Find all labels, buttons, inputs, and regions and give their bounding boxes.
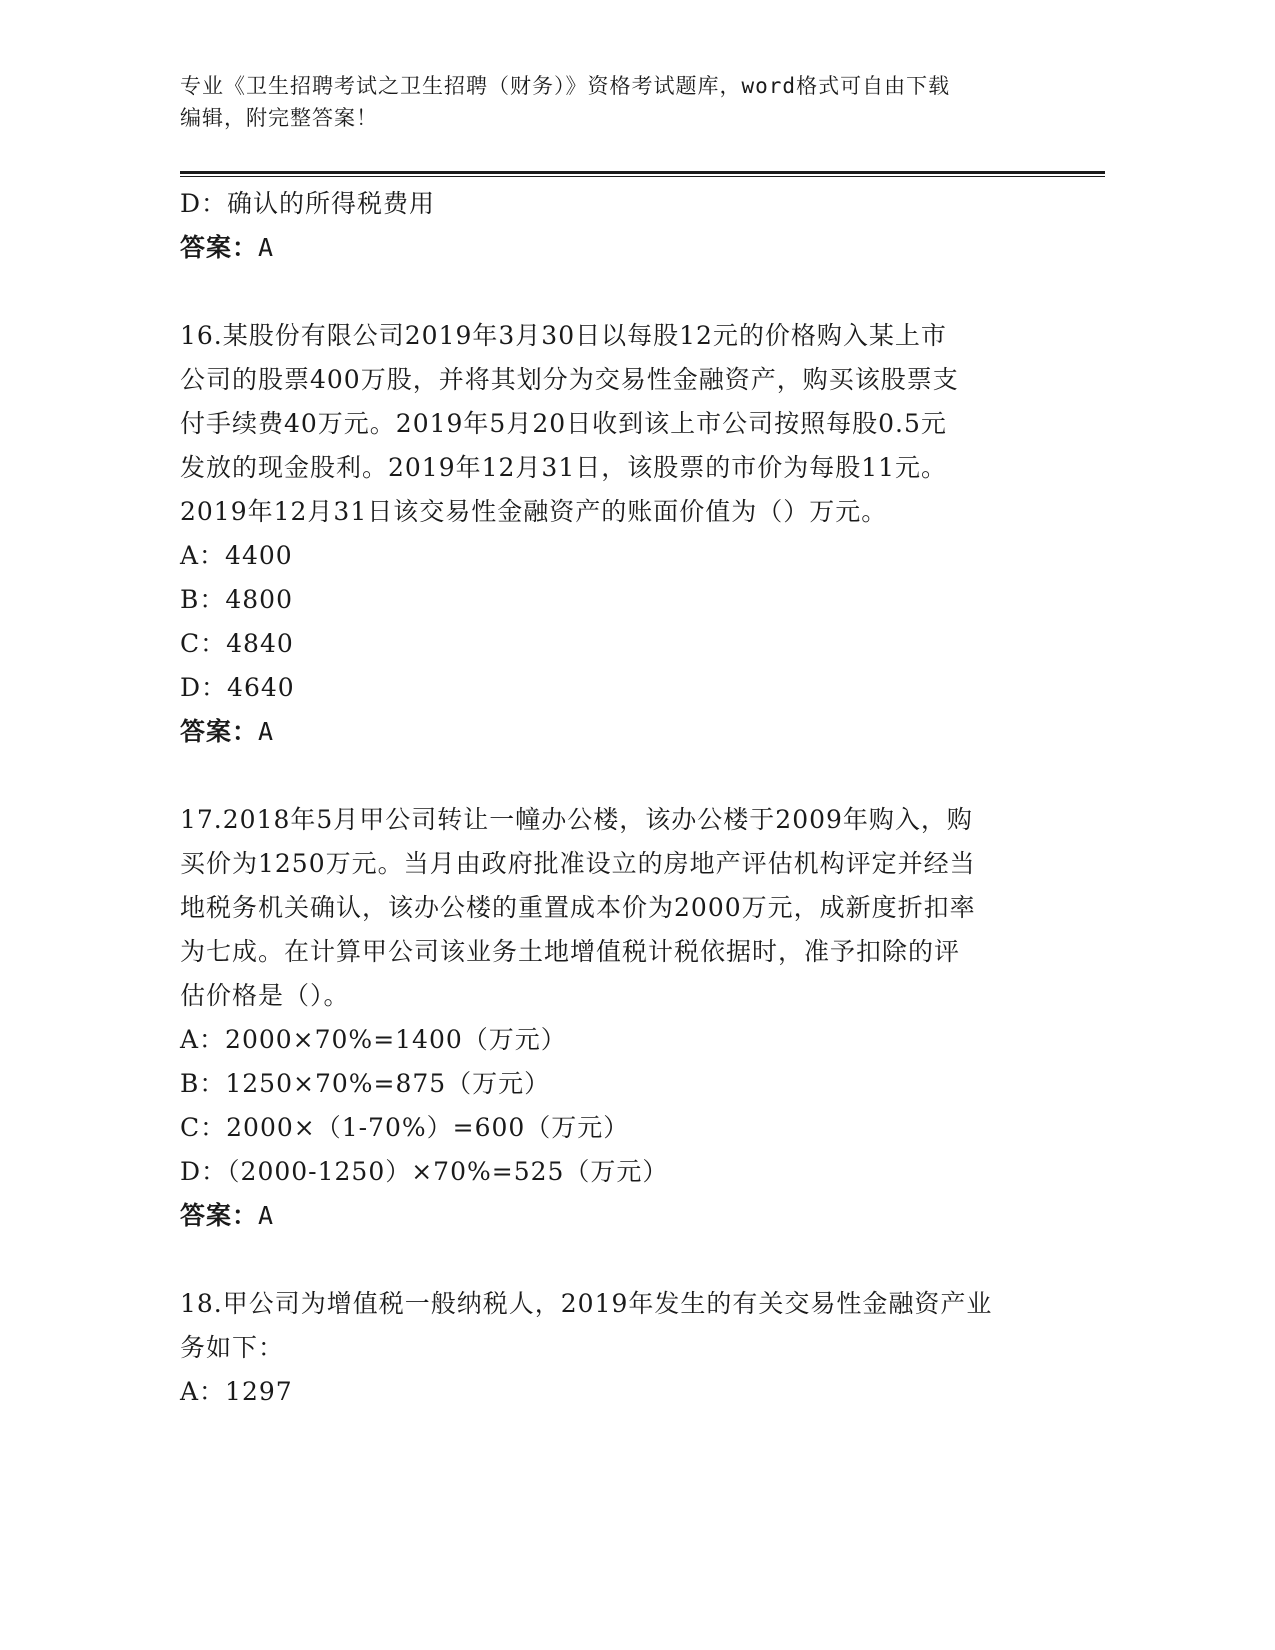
answer-value: A <box>258 717 275 746</box>
answer-label: 答案： <box>180 1201 259 1230</box>
header-line-1: 专业《卫生招聘考试之卫生招聘（财务）》资格考试题库，word格式可自由下载 <box>180 74 951 98</box>
question-17-line-5: 估价格是（）。 <box>180 981 350 1010</box>
question-16-option-c: C：4840 <box>180 629 294 658</box>
answer-label: 答案： <box>180 233 259 262</box>
question-16-line-5: 2019年12月31日该交易性金融资产的账面价值为（）万元。 <box>180 497 888 526</box>
question-17-option-c: C：2000×（1-70%）=600（万元） <box>180 1113 630 1142</box>
question-16 <box>180 314 1040 754</box>
question-16-answer <box>180 710 1040 754</box>
spacer <box>180 270 1040 314</box>
question-17-answer <box>180 1194 1040 1238</box>
question-18-option-a: A：1297 <box>180 1377 293 1406</box>
question-16-option-a: A：4400 <box>180 541 293 570</box>
header-line-2: 编辑，附完整答案！ <box>180 106 378 130</box>
question-17 <box>180 798 1040 1238</box>
header-divider-thick <box>180 171 1105 174</box>
question-18-line-1: 18.甲公司为增值税一般纳税人，2019年发生的有关交易性金融资产业 <box>180 1289 993 1318</box>
question-17-line-2: 买价为1250万元。当月由政府批准设立的房地产评估机构评定并经当 <box>180 849 976 878</box>
prev-option-d: D：确认的所得税费用 <box>180 189 436 218</box>
answer-value: A <box>258 233 275 262</box>
question-16-line-4: 发放的现金股利。2019年12月31日，该股票的市价为每股11元。 <box>180 453 948 482</box>
question-16-line-3: 付手续费40万元。2019年5月20日收到该上市公司按照每股0.5元 <box>180 409 947 438</box>
question-16-option-b: B：4800 <box>180 585 293 614</box>
spacer <box>180 754 1040 798</box>
question-16-line-1: 16.某股份有限公司2019年3月30日以每股12元的价格购入某上市 <box>180 321 947 350</box>
question-17-option-a: A：2000×70%=1400（万元） <box>180 1025 567 1054</box>
answer-value: A <box>258 1201 275 1230</box>
question-16-option-d: D：4640 <box>180 673 295 702</box>
prev-answer <box>180 226 1040 270</box>
question-17-line-3: 地税务机关确认，该办公楼的重置成本价为2000万元，成新度折扣率 <box>180 893 976 922</box>
question-18-line-2: 务如下： <box>180 1333 285 1362</box>
question-17-option-b: B：1250×70%=875（万元） <box>180 1069 551 1098</box>
document-body <box>180 182 1040 1414</box>
question-16-line-2: 公司的股票400万股，并将其划分为交易性金融资产，购买该股票支 <box>180 365 959 394</box>
question-18 <box>180 1282 1040 1414</box>
question-17-line-1: 17.2018年5月甲公司转让一幢办公楼，该办公楼于2009年购入，购 <box>180 805 973 834</box>
spacer <box>180 1238 1040 1282</box>
answer-label: 答案： <box>180 717 259 746</box>
header-divider-thin <box>180 176 1105 177</box>
question-17-option-d: D：（2000-1250）×70%=525（万元） <box>180 1157 669 1186</box>
document-header <box>180 70 1060 134</box>
question-17-line-4: 为七成。在计算甲公司该业务土地增值税计税依据时，准予扣除的评 <box>180 937 961 966</box>
